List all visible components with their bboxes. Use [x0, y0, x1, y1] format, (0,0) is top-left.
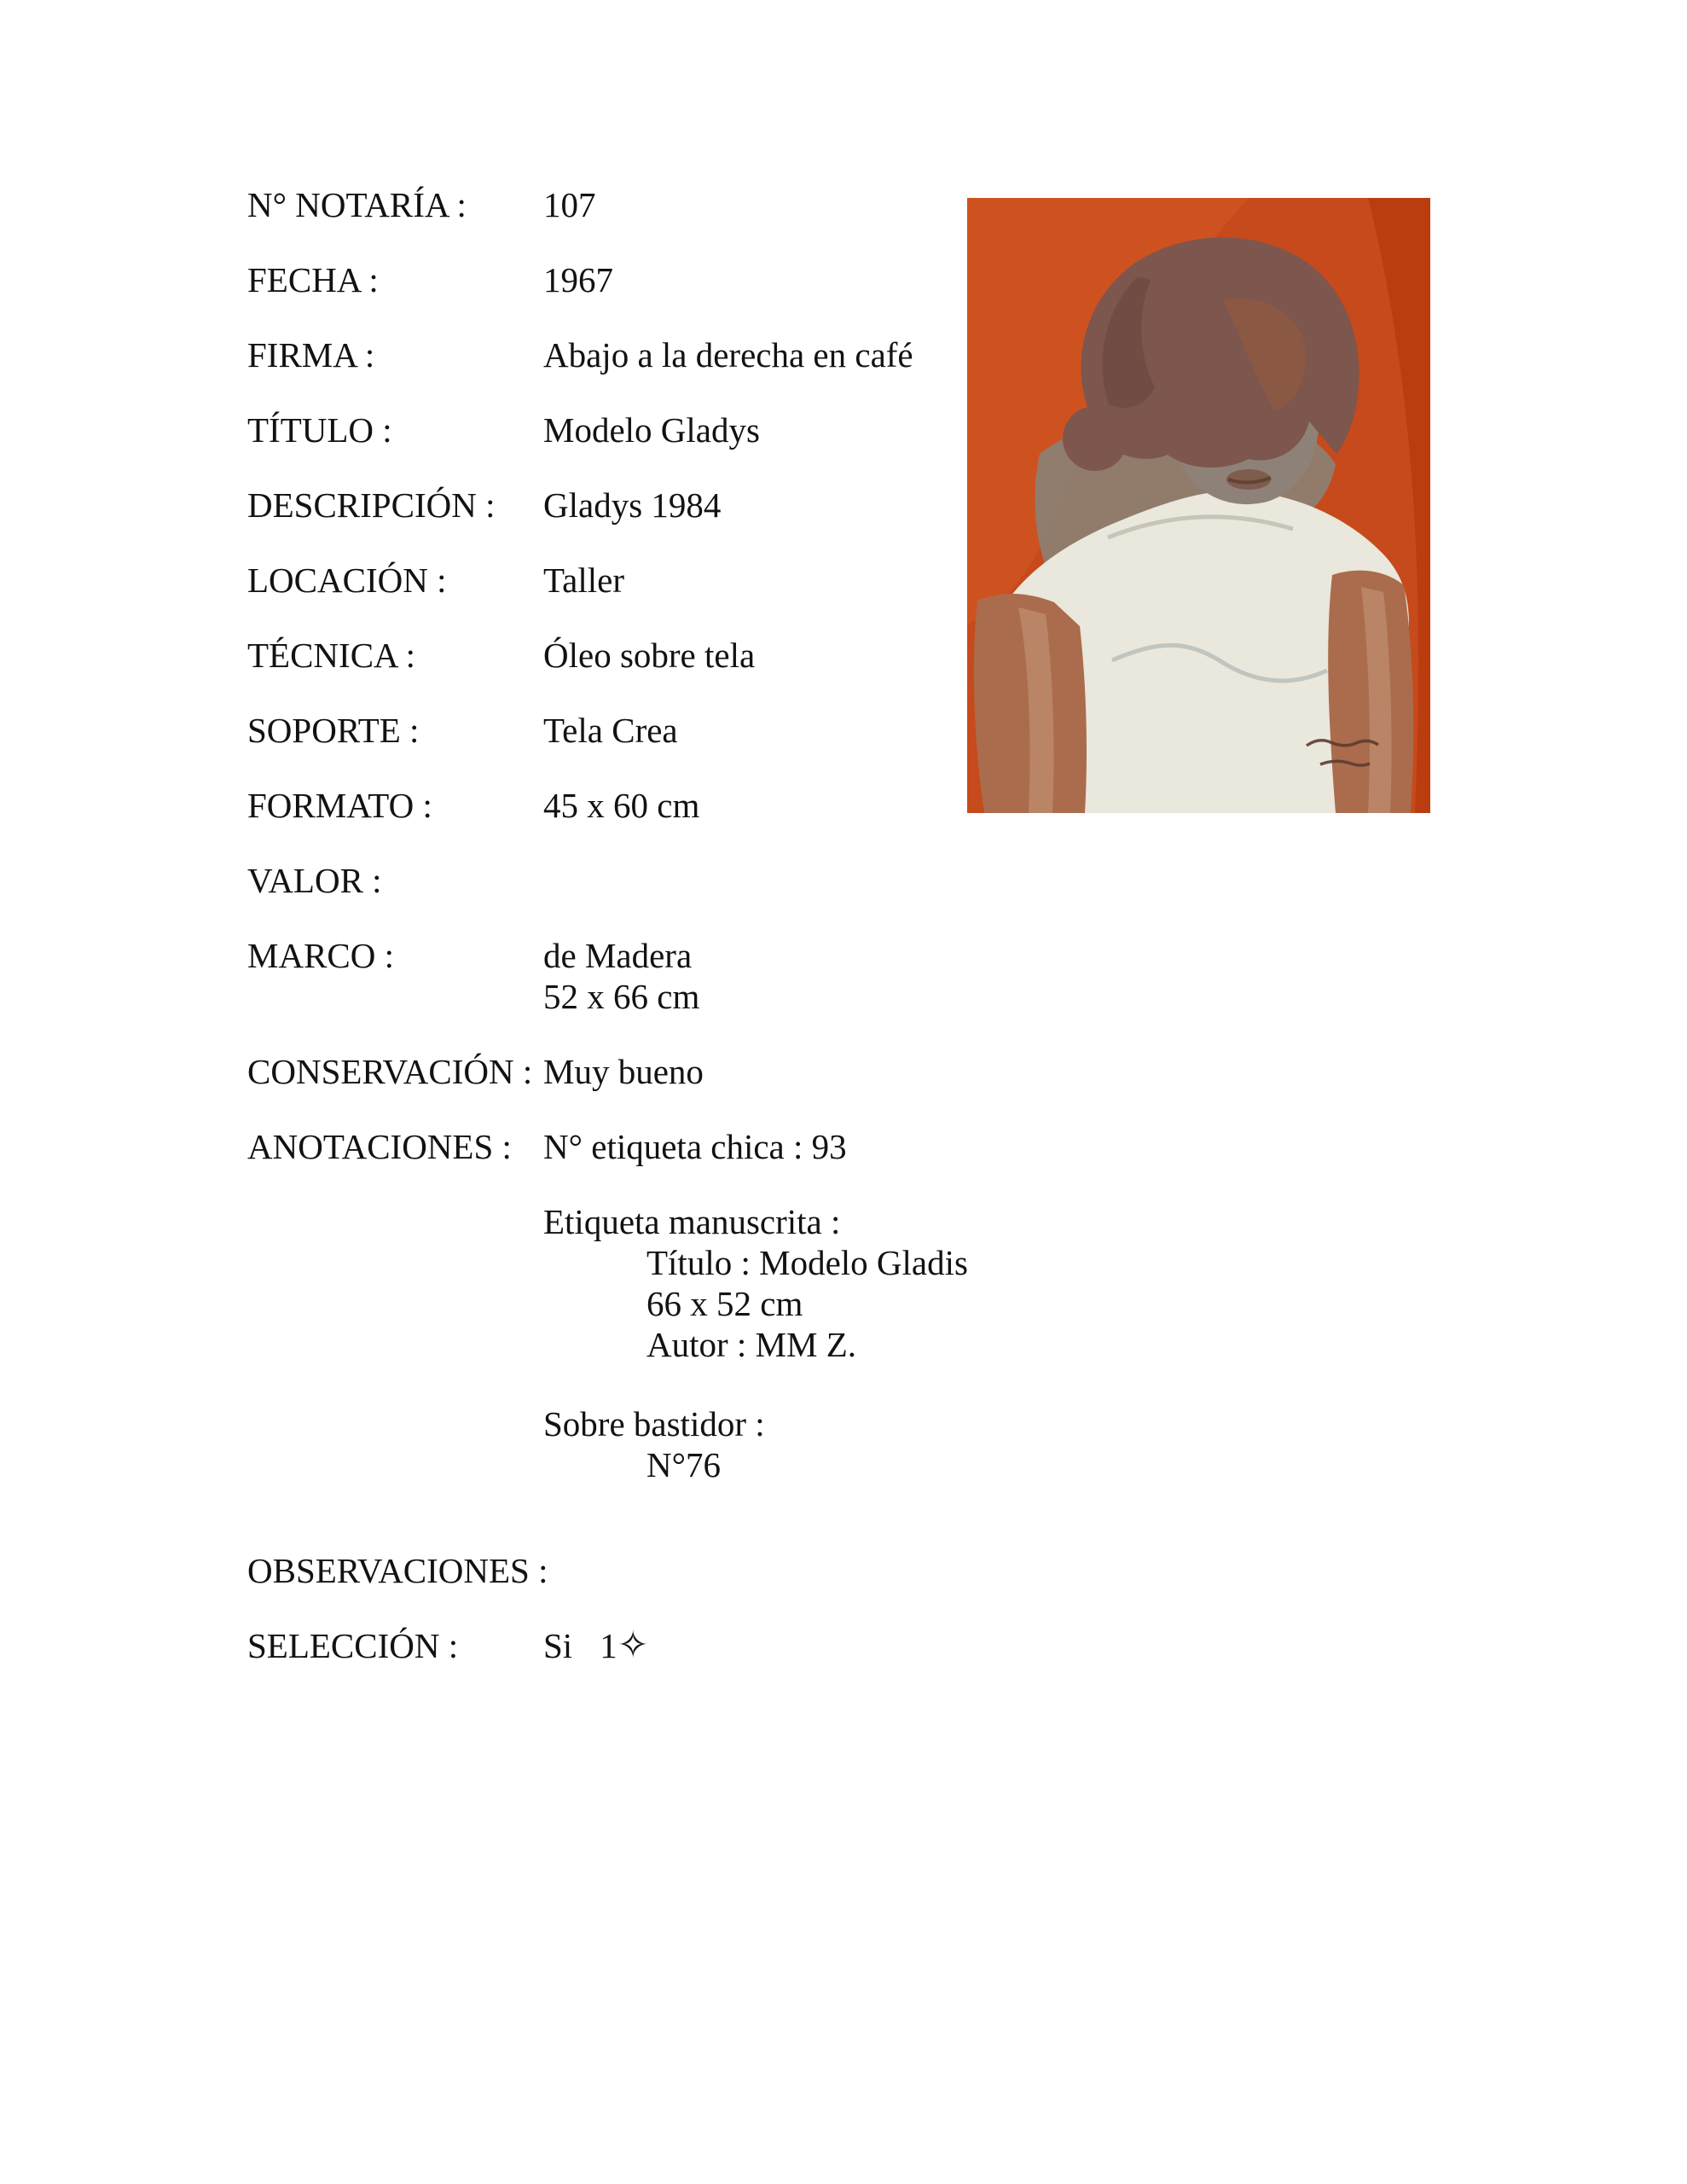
field-label: MARCO : — [247, 936, 395, 975]
etiqueta-autor-line: Autor : MM Z. — [646, 1325, 856, 1364]
etiqueta-manuscrita-header: Etiqueta manuscrita : — [543, 1202, 841, 1241]
field-row-observaciones — [247, 1550, 964, 1591]
field-row-formato — [247, 785, 964, 826]
field-row-locacion — [247, 560, 964, 601]
field-label: TÍTULO : — [247, 410, 392, 450]
field-label: SELECCIÓN : — [247, 1626, 459, 1665]
field-value: Taller — [543, 561, 625, 600]
field-label: FECHA : — [247, 260, 379, 299]
etiqueta-size-line: 66 x 52 cm — [646, 1284, 803, 1323]
field-label: LOCACIÓN : — [247, 561, 447, 600]
field-row-conservacion — [247, 1051, 964, 1092]
field-value: Modelo Gladys — [543, 410, 760, 450]
field-row-valor — [247, 860, 964, 901]
field-row-notaria — [247, 184, 964, 225]
field-value: 45 x 60 cm — [543, 786, 700, 825]
catalog-record — [247, 184, 968, 1700]
artwork-photo — [967, 198, 1430, 813]
field-label: TÉCNICA : — [247, 636, 416, 675]
marco-material: de Madera — [543, 936, 693, 975]
four-pointed-star-icon: ✧ — [617, 1623, 649, 1667]
seleccion-count: 1 — [600, 1626, 617, 1665]
field-label: VALOR : — [247, 861, 382, 900]
field-label: ANOTACIONES : — [247, 1127, 512, 1166]
field-label: SOPORTE : — [247, 711, 420, 750]
field-label: N° NOTARÍA : — [247, 185, 467, 224]
bastidor-header: Sobre bastidor : — [543, 1404, 765, 1443]
anotaciones-detail-block — [543, 1201, 968, 1485]
field-row-marco — [247, 935, 964, 1017]
artwork-photo-canvas — [967, 198, 1430, 813]
field-value: Tela Crea — [543, 711, 678, 750]
field-value: Óleo sobre tela — [543, 636, 756, 675]
seleccion-value: Si — [543, 1626, 573, 1665]
field-value-group — [543, 1625, 649, 1666]
field-label: OBSERVACIONES : — [247, 1551, 548, 1590]
field-value: 1967 — [543, 260, 613, 299]
field-label: FIRMA : — [247, 335, 375, 375]
field-value: N° etiqueta chica : 93 — [543, 1127, 847, 1166]
field-row-titulo — [247, 410, 964, 450]
field-value: Muy bueno — [543, 1052, 704, 1091]
marco-size: 52 x 66 cm — [543, 977, 700, 1016]
field-value: Abajo a la derecha en café — [543, 335, 913, 375]
field-row-tecnica — [247, 635, 964, 676]
field-value-group — [543, 935, 699, 1017]
field-value: 107 — [543, 185, 596, 224]
field-label: FORMATO : — [247, 786, 432, 825]
bastidor-number-line: N°76 — [646, 1445, 722, 1484]
etiqueta-titulo-line: Título : Modelo Gladis — [646, 1243, 968, 1282]
field-row-fecha — [247, 259, 964, 300]
hair-curl — [1063, 406, 1128, 471]
field-value: Gladys 1984 — [543, 485, 722, 525]
field-row-soporte — [247, 710, 964, 751]
field-label: DESCRIPCIÓN : — [247, 485, 496, 525]
field-row-descripcion — [247, 485, 964, 526]
field-row-firma — [247, 334, 964, 375]
field-label: CONSERVACIÓN : — [247, 1052, 533, 1091]
field-row-anotaciones — [247, 1126, 964, 1167]
field-row-seleccion — [247, 1625, 964, 1666]
